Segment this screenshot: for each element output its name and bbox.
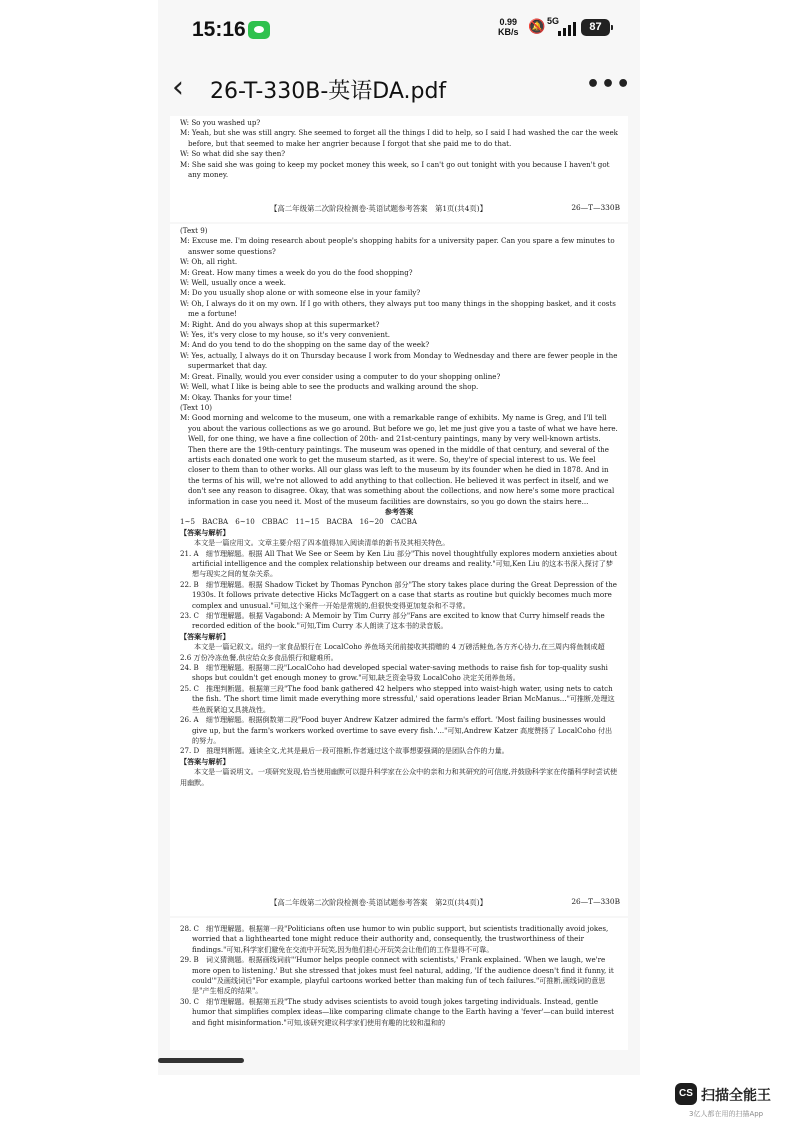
camscanner-logo-icon: CS (675, 1083, 697, 1105)
question-explanation: 23. C 细节理解题。根据 Vagabond: A Memoir by Tim Curry 部分"Fans are excited to know that Curry himself reads the recorded edition of the book."可知,Tim Curry 本人朗读了这本书的录音版。 (180, 611, 605, 631)
status-bar (158, 0, 640, 60)
network-type: 5G (547, 16, 560, 26)
page3-text (170, 918, 628, 1028)
question-explanation: 27. D 推理判断题。通读全文,尤其是最后一段可推断,作者通过这个故事想要强调的是团队合作的力量。 (180, 746, 509, 756)
question-explanation: 24. B 细节理解题。根据第二段"LocalCoho had developed special water-saving methods to raise fish for top-quality sushi shops but couldn't get enough money to grow."可知,缺乏资金导致 LocalCoho 决定关闭养鱼场。 (180, 663, 608, 683)
scanner-watermark (675, 1083, 795, 1123)
text-heading: (Text 10) (180, 402, 213, 412)
passage-intro: 本文是一篇说明文。一项研究发现,恰当使用幽默可以提升科学家在公众中的亲和力和其研究的可信度,并鼓励科学家在传播科学时尝试使用幽默。 (180, 767, 618, 787)
battery-indicator: 87 (581, 19, 610, 36)
document-title-bar (158, 62, 640, 114)
page1-footer: 【高二年级第二次阶段检测卷·英语试题参考答案 第1页(共4页)】 26—T—330B (270, 203, 620, 213)
text-heading: (Text 9) (180, 226, 208, 235)
dialogue-line: W: Yes, actually, I always do it on Thursday because I work from Monday to Wednesday and there are fewer people in the supermarket that day. (180, 350, 618, 371)
monologue: M: Good morning and welcome to the museum, one with a remarkable range of exhibits. My name is Greg, and I'll tell you about the various collections as we go around. But before we go, let me just give you a taste of what we have here. Well, for one thing, we have a fine collection of 20th- and 21st-century paintings, many by very well-known artists. Then there are the 19th-century paintings. The museum was opened in the middle of that century, and several of the artists each donated one work to get the museum started, as it were. So, they're of special interest to us. We feel closer to them than to other works. All our glass was left to the museum by its founder when he died in 1878. And in the terms of his will, we're not allowed to add anything to that collection. He believed it was perfect in itself, and we don't see any reason to disagree. Okay, that was something about the collections, and now here's some more practical information in case you need it. Most of the museum facilities are downstairs, so you go down the stairs here... (180, 413, 618, 506)
document-title: 26-T-330B-英语DA.pdf (210, 79, 447, 104)
chevron-left-icon[interactable]: ‹ (172, 70, 184, 105)
dialogue-line: W: Oh, all right. (180, 257, 238, 267)
dialogue-line: M: Do you usually shop alone or with someone else in your family? (180, 288, 421, 298)
dialogue-line: M: Excuse me. I'm doing research about people's shopping habits for a university paper. Can you spare a few minutes to answer some questions? (180, 236, 615, 256)
page2-text (170, 224, 628, 788)
phone-screen (158, 0, 640, 1075)
mute-icon: 🔕 (528, 19, 546, 35)
dialogue-line: M: And do you tend to do the shopping on the same day of the week? (180, 340, 430, 350)
status-time: 15:16 (192, 18, 246, 41)
dialogue-line: M: She said she was going to keep my pocket money this week, so I can't go out tonight with you because I haven't got any money. (180, 159, 610, 180)
question-explanation: 26. A 细节理解题。根据倒数第二段"Food buyer Andrew Katzer admired the farm's effort. 'Most failing businesses would give up, but the farm's workers worked overtime to save every fish.'..."可知,Andrew Katzer 高度赞扬了 LocalCoho 付出的努力。 (180, 715, 613, 745)
wechat-notification-icon (248, 21, 270, 39)
dialogue-line: W: So you washed up? (180, 118, 261, 127)
dialogue-line: W: So what did she say then? (180, 149, 286, 159)
pdf-page-2[interactable] (170, 224, 628, 916)
dialogue-line: W: Yes, it's very close to my house, so it's very convenient. (180, 330, 391, 340)
watermark-app-name: 扫描全能王 (701, 1088, 771, 1104)
question-explanation: 21. A 细节理解题。根据 All That We See or Seem by Ken Liu 部分"This novel thoughtfully explores modern anxieties about artificial intelligence and the complex relationship between our dreams and reality."可知,Ken Liu 的这本书深入探讨了梦想与现实之间的复杂关系。 (180, 548, 618, 579)
more-dots-icon[interactable]: ••• (586, 72, 632, 97)
question-explanation: 29. B 词义猜测题。根据画线词前"'Humor helps people connect with scientists,' Frank explained. 'When we laugh, we're more open to listening.' But she stressed that jokes must feel natural, adding, 'If the audience doesn't find it funny, it could'"及画线词后"For example, playful cartoons worked better than making fun of tech failures."可推断,画线词的意思是"产生相反的结果"。 (180, 955, 614, 996)
dialogue-line: M: Great. Finally, would you ever consider using a computer to do your shopping online? (180, 371, 501, 381)
signal-bars-icon (558, 20, 578, 36)
dialogue-line: M: Great. How many times a week do you do the food shopping? (180, 267, 413, 277)
pdf-page-3[interactable] (170, 918, 628, 1050)
network-speed: 0.99 KB/s (498, 17, 519, 37)
passage-intro: 本文是一篇记叙文。纽约一家食品银行在 LocalCoho 养鱼场关闭前接收其捐赠的 4 万磅活鲑鱼,各方齐心协力,在三周内将鱼制成超 2.6 万份冷冻鱼餐,供应给众多食品银行和避难所。 (180, 642, 605, 662)
passage-intro: 本文是一篇应用文。文章主要介绍了四本值得加入阅读清单的新书及其相关特色。 (194, 538, 450, 548)
analysis-heading: 【答案与解析】 (180, 631, 230, 641)
dialogue-line: M: Okay. Thanks for your time! (180, 392, 293, 402)
page2-footer: 【高二年级第二次阶段检测卷·英语试题参考答案 第2页(共4页)】 26—T—330B (270, 897, 620, 907)
dialogue-line: W: Well, usually once a week. (180, 278, 286, 288)
question-explanation: 30. C 细节理解题。根据第五段"The study advises scientists to avoid tough jokes targeting individuals. Instead, gentle humor that simplifies complex ideas—like comparing climate change to the Earth having a 'fever'—can build interest and fight misinformation."可知,该研究建议科学家们使用有趣的比较和温和的 (180, 996, 614, 1027)
question-explanation: 22. B 细节理解题。根据 Shadow Ticket by Thomas Pynchon 部分"The story takes place during the Great Depression of the 1930s. It follows private detective Hicks McTaggert on a case that starts as routine but quickly becomes much more complex and unusual."可知,这个案件一开始是常规的,但很快变得更加复杂和不寻常。 (180, 579, 618, 610)
question-explanation: 28. C 细节理解题。根据第一段"Politicians often use humor to win public support, but scientists traditionally avoid jokes, worried that a lighthearted tone might reduce their authority and, consequently, the trustworthiness of their findings."可知,科学家们避免在交流中开玩笑,因为他们担心开玩笑会让他们的工作显得不可靠。 (180, 924, 609, 954)
home-indicator[interactable] (158, 1058, 244, 1063)
analysis-heading: 【答案与解析】 (180, 756, 230, 766)
watermark-slogan: 3亿人都在用的扫描App (689, 1110, 764, 1118)
dialogue-line: W: Well, what I like is being able to see the products and walking around the shop. (180, 382, 479, 392)
dialogue-line: M: Right. And do you always shop at this supermarket? (180, 319, 380, 329)
answer-title: 参考答案 (384, 506, 414, 516)
dialogue-line: M: Yeah, but she was still angry. She seemed to forget all the things I did to help, so I said I had washed the car the week before, but that seemed to make her angrier because I forgot that she paid me to do that. (180, 128, 618, 148)
pdf-page-1[interactable] (170, 116, 628, 222)
page1-text (170, 116, 628, 180)
answer-key: 1~5 BACBA 6~10 CBBAC 11~15 BACBA 16~20 CACBA (180, 517, 418, 527)
analysis-heading: 【答案与解析】 (180, 527, 230, 537)
dialogue-line: W: Oh, I always do it on my own. If I go with others, they always put too many things in the shopping basket, and it costs me a fortune! (180, 298, 616, 319)
question-explanation: 25. C 推理判断题。根据第三段"The food bank gathered 42 helpers who stepped into waist-high water, using nets to catch the fish. 'The short time limit made everything more stressful,' said operations leader Brian McManus..."可推断,处理这些鱼既紧迫又具挑战性。 (180, 683, 615, 714)
